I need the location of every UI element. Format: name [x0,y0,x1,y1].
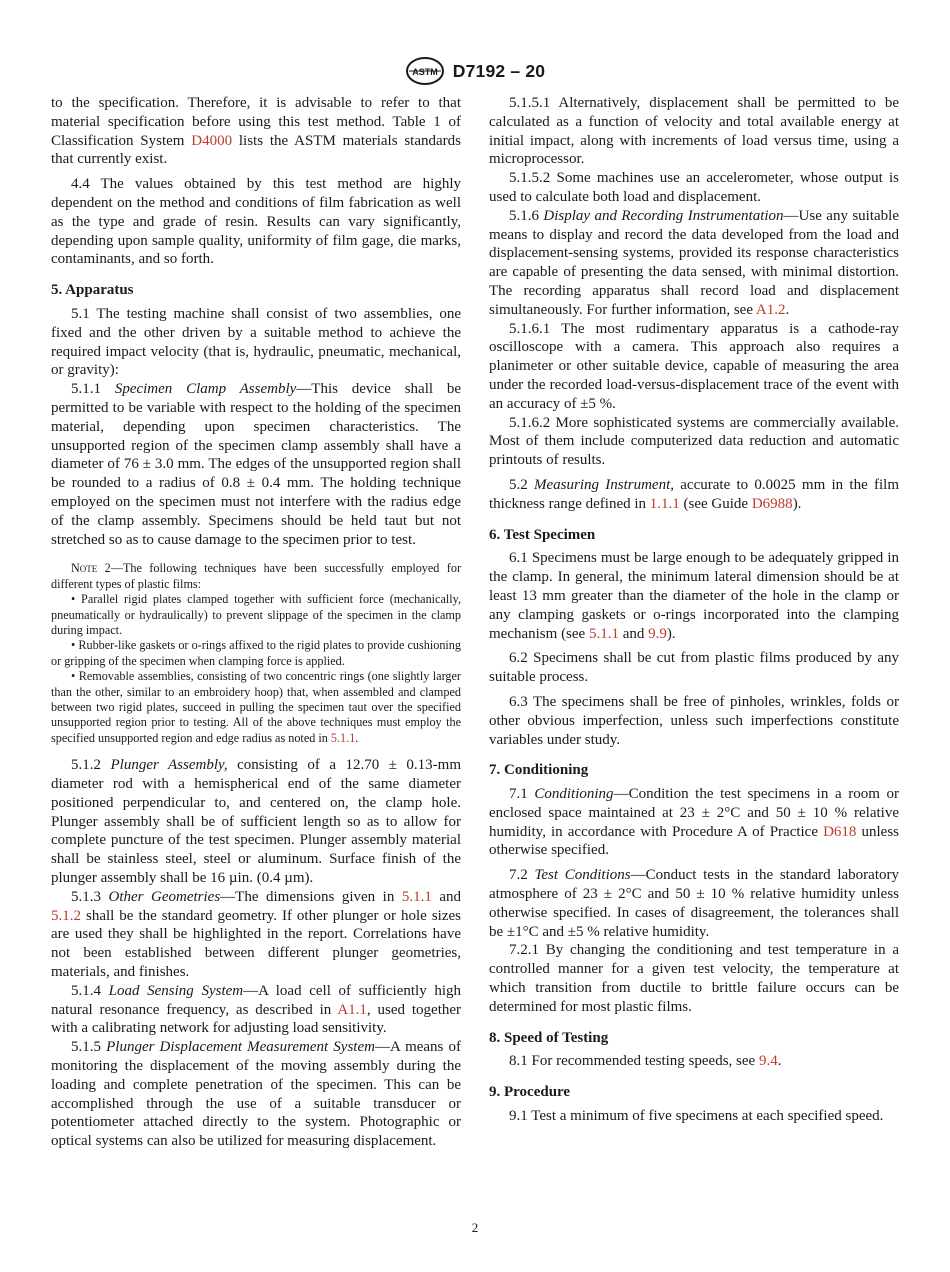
section-heading-test-specimen: 6. Test Specimen [489,526,596,543]
left-column [51,94,461,1151]
reference-link-a1-2[interactable]: A1.2 [755,301,786,318]
reference-link-9-4[interactable]: 9.4 [758,1053,778,1070]
reference-link-d6988[interactable]: D6988 [751,495,793,512]
paragraph-5-1-6-1: 5.1.6.1 The most rudimentary apparatus is a cathode-ray oscilloscope with a camera. This approach also requires a planimeter or other suitable device, capable of measuring the area under the recorded load-versus-displacement trace of the event with an accuracy of ±5 %. [489,320,899,412]
reference-link-5-1-1[interactable]: 5.1.1 [401,888,432,905]
paragraph-5-1-6: 5.1.6 Display and Recording Instrumentation—Use any suitable means to display and record the data developed from the load and displacement-sensing systems, provided its response characteristics are capable of presenting the data sensed, with minimal distortion. The recording apparatus shall record load and displacement simultaneously. For further information, see A1.2. [489,207,899,318]
reference-link-5-1-1[interactable]: 5.1.1 [330,730,356,745]
reference-link-1-1-1[interactable]: 1.1.1 [649,495,680,512]
paragraph-8-1: 8.1 For recommended testing speeds, see 9.4. [509,1053,782,1070]
paragraph-7-2-1: 7.2.1 By changing the conditioning and test temperature in a controlled manner for a given test velocity, the temperature at which transition from ductile to brittle failure occurs can be determined for most plastic films. [489,942,899,1015]
paragraph-5-2: 5.2 Measuring Instrument, accurate to 0.0025 mm in the film thickness range defined in 1.1.1 (see Guide D6988). [489,476,899,512]
paragraph-7-1: 7.1 Conditioning—Condition the test specimens in a room or enclosed space maintained at 23 ± 2°C and 50 ± 10 % relative humidity, in accordance with Procedure A of Practice D618 unless otherwise specified. [489,786,899,859]
paragraph-5-1-4: 5.1.4 Load Sensing System—A load cell of sufficiently high natural resonance frequency, as described in A1.1, used together with a calibrating network for adjusting load sensitivity. [51,982,462,1037]
reference-link-9-9[interactable]: 9.9 [648,625,667,642]
paragraph-4-4: 4.4 The values obtained by this test method are highly dependent on the method and conditions of film fabrication as well as the type and grade of resin. Results can vary significantly, depending upon sample quality, uniformity of film gage, die marks, contaminants, and so forth. [51,176,461,268]
section-heading-procedure: 9. Procedure [489,1084,571,1101]
reference-link-5-1-2[interactable]: 5.1.2 [51,907,81,924]
paragraph-6-1: 6.1 Specimens must be large enough to be adequately gripped in the clamp. In general, the minimum lateral dimension should be at least 13 mm greater than the diameter of the hole in the clamp or any clamping gaskets or o-rings incorporated into the clamping mechanism (see 5.1.1 and 9.9). [489,550,899,642]
note-bullet: • Parallel rigid plates clamped together with sufficient force (mechanically, pneumatically or hydraulically) to prevent slippage of the specimen in the clamp during impact. [51,592,461,637]
paragraph-6-3: 6.3 The specimens shall be free of pinholes, wrinkles, folds or other obvious imperfection, unless such imperfections constitute variables under study. [489,693,899,748]
paragraph-5-1-6-2: 5.1.6.2 More sophisticated systems are commercially available. Most of them include computerized data reduction and automatic printouts of results. [489,414,899,469]
svg-text:ASTM: ASTM [412,67,438,77]
note-intro: Note 2—The following techniques have been successfully employed for different types of plastic films: [51,561,461,591]
reference-link-d4000[interactable]: D4000 [191,132,233,149]
paragraph-5-1-5-2: 5.1.5.2 Some machines use an accelerometer, whose output is used to calculate both load and displacement. [489,170,899,205]
paragraph-7-2: 7.2 Test Conditions—Conduct tests in the standard laboratory atmosphere of 23 ± 2°C and 50 ± 10 % relative humidity unless otherwise specified. In cases of disagreement, the tolerances shall be ±1°C and ±5 % relative humidity. [489,867,899,940]
paragraph-5-1-3: 5.1.3 Other Geometries—The dimensions given in 5.1.1 and 5.1.2 shall be the standard geometry. If other plunger or hole sizes are used they shall be highlighted in the report. Correlations have not been established between different plunger geometries, materials, and finishes. [51,888,462,980]
page-number: 2 [471,1220,479,1235]
reference-link-a1-1[interactable]: A1.1 [337,1001,367,1018]
paragraph-5-1-5: 5.1.5 Plunger Displacement Measurement System—A means of monitoring the displacement of the moving assembly during the loading and complete penetration of the specimen. This can be accomplished through the use of a suitable transducer or potentiometer attached directly to the system. Photographic or optical systems can also be utilized for measuring displacement. [51,1039,461,1150]
paragraph-5-1-5-1: 5.1.5.1 Alternatively, displacement shall be permitted to be calculated as a function of velocity and total available energy at initial impact, along with increments of load versus time, using a microprocessor. [489,95,899,168]
section-heading-speed-of-testing: 8. Speed of Testing [489,1029,609,1046]
paragraph-9-1: 9.1 Test a minimum of five specimens at each specified speed. [509,1108,884,1125]
note-bullet: • Rubber-like gaskets or o-rings affixed to the rigid plates to provide cushioning or gripping of the specimen when clamping force is applied. [51,638,461,668]
section-heading-conditioning: 7. Conditioning [489,762,589,779]
page-header [0,54,950,88]
note-bullet: • Removable assemblies, consisting of two concentric rings (one slightly larger than the other, similar to an embroidery hoop) that, when assembled and clamped between two rigid plates, succeed in pulling the specimen taut over the specified unsupported region prior to testing. All of the above techniques must employ the specified unsupported region and edge radius as noted in 5.1.1. [51,669,461,745]
paragraph-5-1-1: 5.1.1 Specimen Clamp Assembly—This device shall be permitted to be variable with respect to the holding of the specimen material, depending upon specimen characteristics. The unsupported region of the specimen clamp assembly shall have a diameter of 76 ± 3.0 mm. The edges of the unsupported region shall be rounded to a radius of 0.8 ± 0.4 mm. The holding technique employed on the specimen must not interfere with the radius edge of the clamp assembly. Specimens should be held taut but not stretched so as to cause damage to the specimen prior to test. [51,381,462,548]
section-heading-apparatus: 5. Apparatus [51,282,134,299]
reference-link-5-1-1[interactable]: 5.1.1 [588,625,619,642]
note-2 [51,561,461,746]
reference-link-d618[interactable]: D618 [823,823,857,840]
paragraph-6-2: 6.2 Specimens shall be cut from plastic films produced by any suitable process. [489,650,899,686]
paragraph-5-1-2: 5.1.2 Plunger Assembly, consisting of a 12.70 ± 0.13-mm diameter rod with a hemispherical end of the same diameter positioned perpendicular to, and centered on, the clamp hole. Plunger assembly shall be of sufficient length so as to allow for complete puncture of the test specimen. Plunger assembly material shall be stainless steel, steel or aluminum. Surface finish of the plunger assembly shall be 16 µin. (0.4 µm). [51,757,461,886]
standard-designation: D7192 – 20 [452,60,546,81]
astm-logo-icon [405,56,445,86]
paragraph-5-1: 5.1 The testing machine shall consist of two assemblies, one fixed and the other driven by a suitable method to achieve the required impact velocity (that is, hydraulic, pneumatic, mechanical, or gravity): [51,305,461,379]
paragraph-continuation: to the specification. Therefore, it is advisable to refer to that material specification before using this test method. Table 1 of Classification System D4000 lists the ASTM materials standards that currently exist. [51,95,461,168]
right-column [489,94,899,1126]
